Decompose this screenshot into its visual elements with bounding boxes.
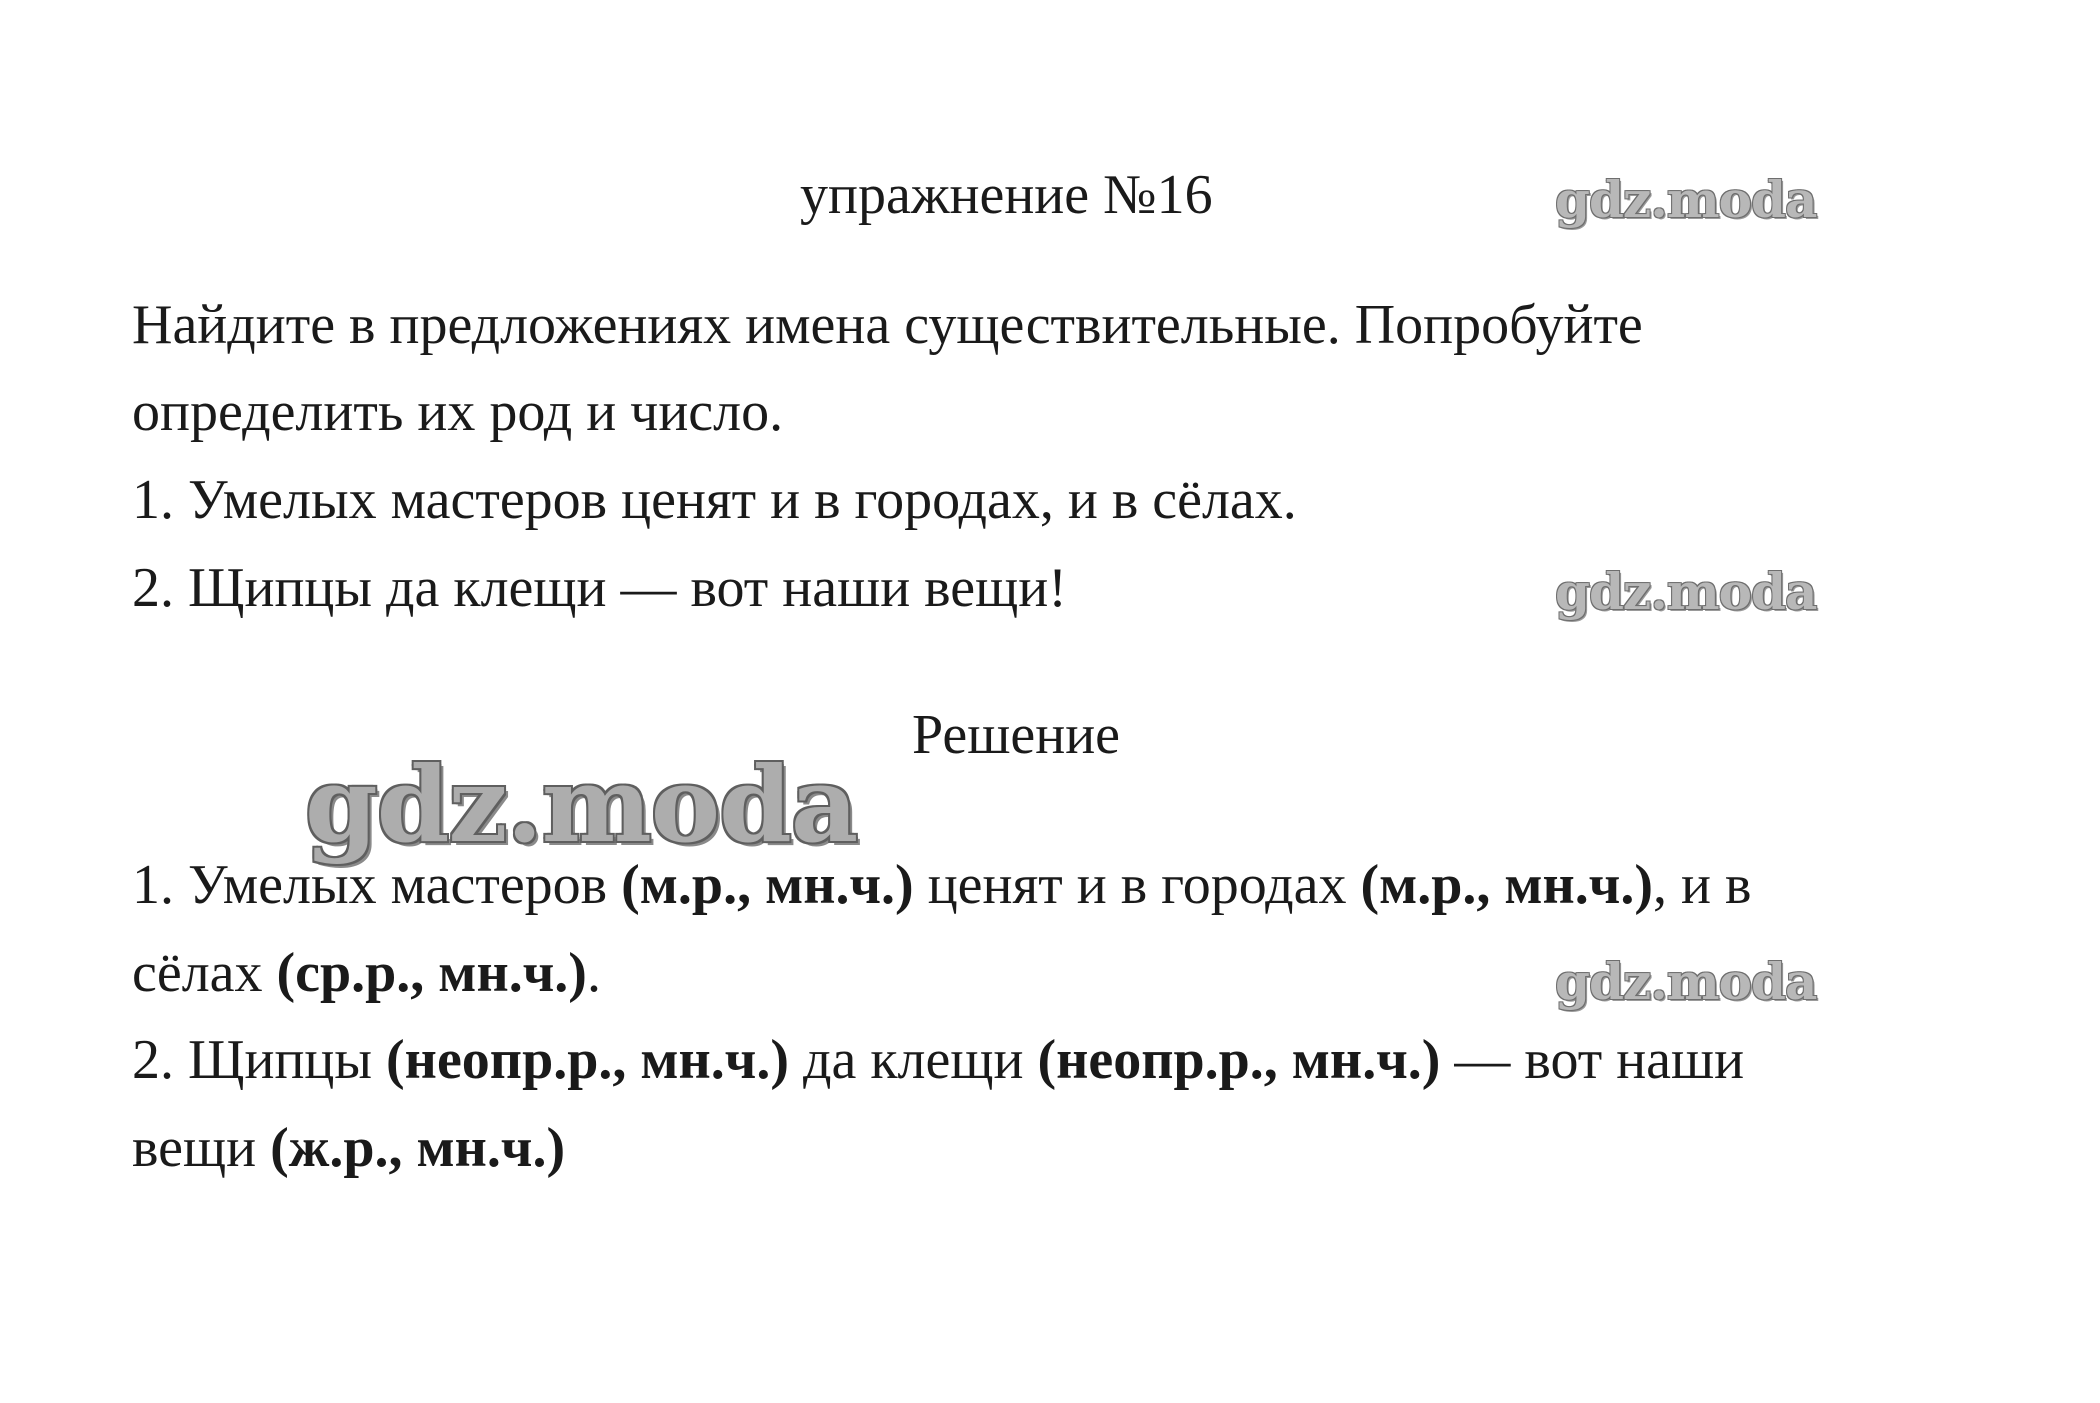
task-text-line-1: Найдите в предложениях имена существительные. Попробуйте — [132, 294, 1643, 356]
grammar-note: (м.р., мн.ч.) — [1360, 854, 1654, 916]
solution-text: сёлах — [132, 942, 277, 1004]
grammar-note: (ср.р., мн.ч.) — [276, 942, 587, 1004]
solution-text: вещи — [132, 1117, 271, 1179]
watermark-logo: gdz.moda — [1555, 562, 1817, 621]
task-sentence-2: 2. Щипцы да клещи — вот наши вещи! — [132, 557, 1067, 619]
grammar-note: (неопр.р., мн.ч.) — [1037, 1029, 1441, 1091]
solution-line-1 — [132, 850, 1751, 920]
solution-line-2 — [132, 938, 601, 1008]
task-text-line-2: определить их род и число. — [132, 381, 784, 443]
solution-heading: Решение — [912, 704, 1121, 766]
solution-text: . — [586, 942, 601, 1004]
solution-text: 1. Умелых мастеров — [132, 854, 622, 916]
grammar-note: (м.р., мн.ч.) — [621, 854, 914, 916]
watermark-logo: gdz.moda — [1555, 170, 1817, 229]
task-sentence-1: 1. Умелых мастеров ценят и в городах, и в сёлах. — [132, 469, 1297, 531]
solution-line-3 — [132, 1025, 1744, 1095]
exercise-title: упражнение №16 — [800, 164, 1213, 226]
solution-text: — вот наши — [1440, 1029, 1745, 1091]
solution-line-4 — [132, 1113, 565, 1183]
watermark-logo: gdz.moda — [1555, 952, 1817, 1011]
solution-text: 2. Щипцы — [132, 1029, 387, 1091]
watermark-logo-large: gdz.moda — [305, 743, 858, 866]
solution-text: да клещи — [789, 1029, 1038, 1091]
grammar-note: (ж.р., мн.ч.) — [270, 1117, 566, 1179]
grammar-note: (неопр.р., мн.ч.) — [386, 1029, 789, 1091]
solution-text: , и в — [1653, 854, 1752, 916]
solution-text: ценят и в городах — [913, 854, 1361, 916]
